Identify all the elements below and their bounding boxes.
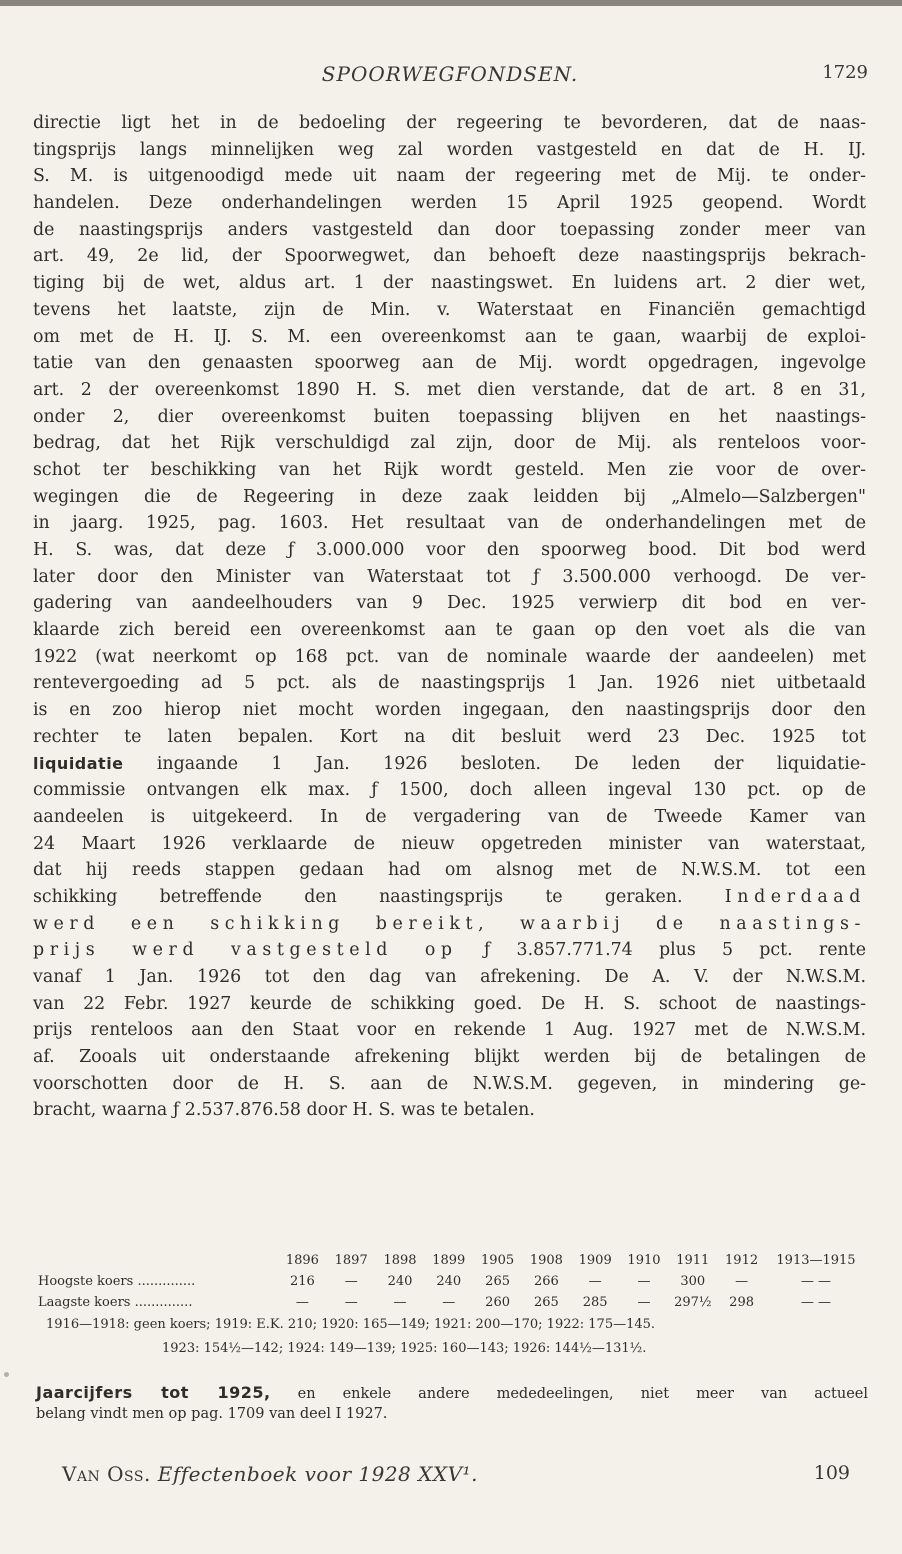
spaced-emphasis: Inderdaad bbox=[724, 886, 867, 907]
year-header: 1910 bbox=[627, 1253, 661, 1268]
table-cell: 265 bbox=[485, 1274, 510, 1289]
year-header: 1898 bbox=[383, 1253, 417, 1268]
table-cell: — bbox=[442, 1295, 456, 1310]
top-rule bbox=[0, 0, 902, 6]
year-header: 1911 bbox=[676, 1253, 710, 1268]
table-cell: — bbox=[735, 1274, 749, 1289]
table-cell: 298 bbox=[729, 1295, 754, 1310]
year-header: 1908 bbox=[529, 1253, 563, 1268]
body-line: gadering van aandeelhouders van 9 Dec. 1925 verwierp dit bod en ver- bbox=[33, 593, 866, 614]
liquidatie-keyword: liquidatie bbox=[33, 753, 124, 773]
body-line: klaarde zich bereid een overeenkomst aan te gaan op den voet als die van bbox=[33, 620, 866, 641]
page-header bbox=[32, 62, 868, 88]
body-line: tatie van den genaasten spoorweg aan de Mij. wordt opgedragen, ingevolge bbox=[33, 353, 866, 374]
year-header: 1897 bbox=[334, 1253, 368, 1268]
table-cell: 260 bbox=[485, 1295, 510, 1310]
note-rest: en enkele andere mededeelingen, niet meer van actueel bbox=[270, 1386, 869, 1402]
body-line: tevens het laatste, zijn de Min. v. Waterstaat en Financiën gemachtigd bbox=[33, 299, 866, 320]
koersen-extra-line: 1923: 154½—142; 1924: 149—139; 1925: 160—143; 1926: 144½—131½. bbox=[162, 1341, 647, 1356]
body-line: handelen. Deze onderhandelingen werden 15 April 1925 geopend. Wordt bbox=[33, 193, 866, 214]
body-line: commissie ontvangen elk max. ƒ 1500, doch alleen ingeval 130 pct. op de bbox=[33, 780, 866, 801]
body-line: af. Zooals uit onderstaande afrekening blijkt werden bij de betalingen de bbox=[33, 1047, 866, 1068]
table-cell: 266 bbox=[533, 1274, 559, 1289]
body-line: bedrag, dat het Rijk verschuldigd zal zijn, door de Mij. als renteloos voor- bbox=[33, 433, 866, 454]
body-line: rentevergoeding ad 5 pct. als de naastingsprijs 1 Jan. 1926 niet uitbetaald bbox=[33, 673, 866, 694]
year-header: 1896 bbox=[285, 1253, 319, 1268]
row-label: Laagste koers .............. bbox=[38, 1295, 193, 1310]
body-line: rechter te laten bepalen. Kort na dit besluit werd 23 Dec. 1925 tot bbox=[33, 726, 866, 747]
table-cell: 265 bbox=[533, 1295, 559, 1310]
body-line: is en zoo hierop niet mocht worden ingegaan, den naastingsprijs door den bbox=[33, 700, 866, 721]
note-line: belang vindt men op pag. 1709 van deel I 1927. bbox=[36, 1406, 388, 1422]
table-cell: — bbox=[393, 1295, 407, 1310]
page-footer bbox=[62, 1462, 850, 1490]
body-line: bracht, waarna ƒ 2.537.876.58 door H. S. was te betalen. bbox=[33, 1100, 535, 1121]
table-cell: 240 bbox=[436, 1274, 462, 1289]
footer-page-number: 109 bbox=[813, 1462, 850, 1484]
table-cell: — — bbox=[800, 1274, 832, 1289]
body-line: prijs renteloos aan den Staat voor en rekende 1 Aug. 1927 met de N.W.S.M. bbox=[33, 1020, 866, 1041]
table-cell: 216 bbox=[289, 1274, 315, 1289]
table-cell: — bbox=[344, 1274, 358, 1289]
body-line: 24 Maart 1926 verklaarde de nieuw opgetreden minister van waterstaat, bbox=[33, 833, 866, 854]
body-line: wegingen die de Regeering in deze zaak leidden bij „Almelo—Salzbergen" bbox=[33, 486, 866, 507]
year-header: 1905 bbox=[481, 1253, 515, 1268]
footer-title: Effectenboek voor 1928 bbox=[157, 1462, 412, 1486]
table-corner bbox=[36, 1250, 278, 1271]
body-line: later door den Minister van Waterstaat tot ƒ 3.500.000 verhoogd. De ver- bbox=[33, 566, 866, 587]
body-line: van 22 Febr. 1927 keurde de schikking goed. De H. S. schoot de naastings- bbox=[33, 993, 866, 1014]
table-cell: 300 bbox=[680, 1274, 706, 1289]
year-header: 1912 bbox=[725, 1253, 759, 1268]
footer-volume: XXV¹. bbox=[418, 1462, 478, 1486]
spaced-emphasis: prijs werd vastgesteld op bbox=[33, 940, 458, 961]
spaced-emphasis-line: werd een schikking bereikt, waarbij de naastings- bbox=[33, 913, 866, 934]
table-cell: — bbox=[588, 1274, 602, 1289]
margin-dot bbox=[4, 1372, 9, 1377]
body-line-start: schikking betreffende den naastingsprijs te geraken. bbox=[33, 886, 683, 907]
body-line: tingsprijs langs minnelijken weg zal worden vastgesteld en dat de H. IJ. bbox=[33, 139, 866, 160]
note-bold: Jaarcijfers tot 1925, bbox=[36, 1383, 271, 1402]
page-number: 1729 bbox=[822, 62, 868, 83]
body-line: art. 49, 2e lid, der Spoorwegwet, dan behoeft deze naastingsprijs bekrach- bbox=[33, 246, 866, 267]
body-line-liquidatie bbox=[33, 751, 866, 778]
year-header: 1909 bbox=[578, 1253, 612, 1268]
body-line: vanaf 1 Jan. 1926 tot den dag van afrekening. De A. V. der N.W.S.M. bbox=[33, 967, 866, 987]
year-header: 1899 bbox=[432, 1253, 466, 1268]
koersen-extra-line: 1916—1918: geen koers; 1919: E.K. 210; 1920: 165—149; 1921: 200—170; 1922: 175—145. bbox=[46, 1317, 656, 1332]
table-cell: — — bbox=[800, 1295, 832, 1310]
table-cell: — bbox=[637, 1274, 651, 1289]
table-cell: — bbox=[295, 1295, 309, 1310]
footer-citation bbox=[62, 1462, 478, 1486]
table-header-row bbox=[36, 1250, 866, 1271]
body-line: directie ligt het in de bedoeling der regeering te bevorderen, dat de naas- bbox=[33, 113, 866, 133]
body-line: 1922 (wat neerkomt op 168 pct. van de nominale waarde der aandeelen) met bbox=[33, 646, 866, 667]
body-line-end: ƒ 3.857.771.74 plus 5 pct. rente bbox=[457, 940, 866, 961]
koersen-table-block bbox=[36, 1250, 866, 1361]
body-text bbox=[33, 110, 866, 1124]
body-line: onder 2, dier overeenkomst buiten toepassing blijven en het naastings- bbox=[33, 406, 866, 427]
body-line: in jaarg. 1925, pag. 1603. Het resultaat van de onderhandelingen met de bbox=[33, 513, 866, 534]
body-line-with-spaced bbox=[33, 937, 866, 964]
body-line: dat hij reeds stappen gedaan had om alsnog met de N.W.S.M. tot een bbox=[33, 860, 866, 881]
note-line bbox=[36, 1383, 868, 1404]
table-cell: — bbox=[637, 1295, 651, 1310]
table-cell: 285 bbox=[582, 1295, 608, 1310]
running-title: SPOORWEGFONDSEN. bbox=[321, 62, 579, 86]
table-cell: 297½ bbox=[674, 1295, 712, 1310]
row-label: Hoogste koers .............. bbox=[38, 1274, 196, 1289]
body-line: H. S. was, dat deze ƒ 3.000.000 voor den spoorweg bood. Dit bod werd bbox=[33, 540, 866, 560]
koersen-table bbox=[36, 1250, 866, 1313]
body-line: schot ter beschikking van het Rijk wordt gesteld. Men zie voor de over- bbox=[33, 459, 866, 480]
body-line-with-spaced bbox=[33, 884, 866, 911]
table-row bbox=[36, 1292, 866, 1313]
body-line: aandeelen is uitgekeerd. In de vergadering van de Tweede Kamer van bbox=[33, 806, 866, 827]
body-line: de naastingsprijs anders vastgesteld dan door toepassing zonder meer van bbox=[33, 219, 866, 240]
liquidatie-rest: ingaande 1 Jan. 1926 besloten. De leden der liquidatie- bbox=[123, 753, 866, 774]
note-paragraph bbox=[36, 1383, 868, 1424]
year-header: 1913—1915 bbox=[776, 1253, 856, 1268]
body-line: art. 2 der overeenkomst 1890 H. S. met dien verstande, dat de art. 8 en 31, bbox=[33, 379, 866, 400]
table-cell: 240 bbox=[387, 1274, 413, 1289]
body-line: S. M. is uitgenoodigd mede uit naam der regeering met de Mij. te onder- bbox=[33, 166, 866, 187]
body-line: om met de H. IJ. S. M. een overeenkomst aan te gaan, waarbij de exploi- bbox=[33, 326, 866, 347]
body-line: voorschotten door de H. S. aan de N.W.S.M. gegeven, in mindering ge- bbox=[33, 1073, 866, 1094]
footer-author: Van Oss. bbox=[62, 1462, 151, 1486]
body-line: tiging bij de wet, aldus art. 1 der naastingswet. En luidens art. 2 dier wet, bbox=[33, 273, 866, 294]
table-cell: — bbox=[344, 1295, 358, 1310]
table-row bbox=[36, 1271, 866, 1292]
